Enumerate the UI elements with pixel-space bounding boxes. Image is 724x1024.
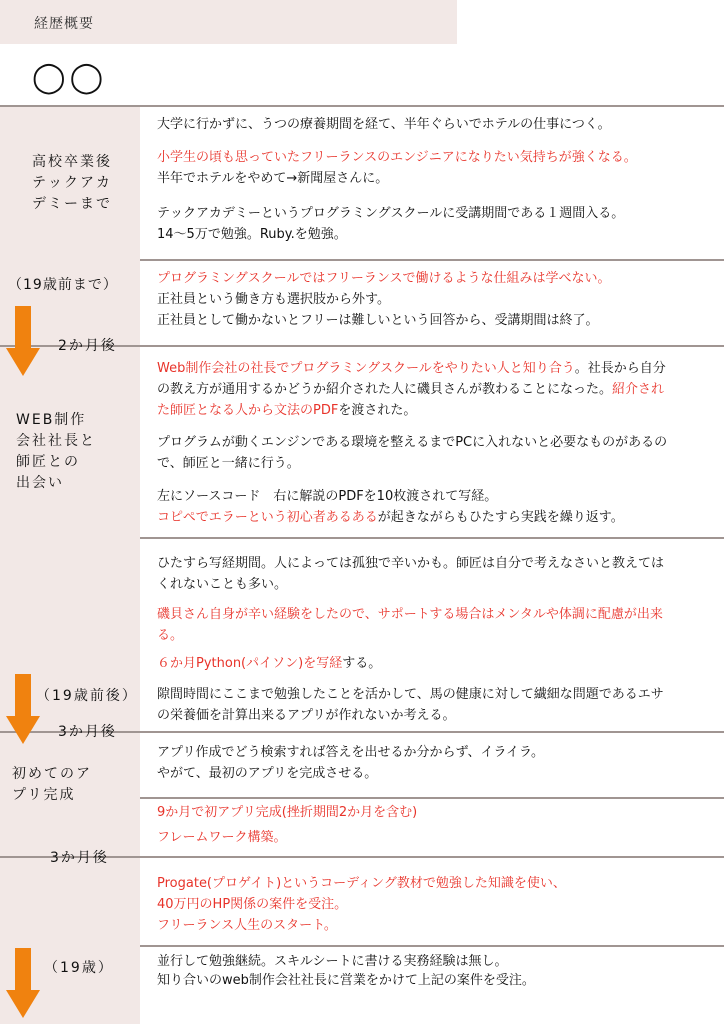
divider (0, 105, 724, 107)
text: する。 (342, 656, 382, 671)
text: 並行して勉強継続。スキルシートに書ける実務経験は無し。 (157, 954, 508, 969)
paragraph (157, 147, 647, 189)
highlight-text: フレームワーク構築。 (157, 830, 287, 845)
down-arrow-icon (6, 674, 40, 744)
paragraph (157, 873, 687, 936)
timeline-sidebar (0, 106, 140, 1024)
paragraph (157, 268, 687, 331)
highlight-text: 磯貝さん自身が辛い経験をしたので、サポートする場合はメンタルや体調に配慮が出来る。 (157, 607, 663, 643)
text: 大学に行かずに、うつの療養期間を経て、半年ぐらいでホテルの仕事につく。 (157, 117, 611, 132)
highlight-text: プログラミングスクールではフリーランスで働けるような仕組みは学べない。 (157, 271, 611, 286)
text: 左にソースコード 右に解説のPDFを10枚渡されて写経。 (157, 489, 498, 504)
paragraph (157, 802, 687, 848)
highlight-text: 小学生の頃も思っていたフリーランスのエンジニアになりたい気持ちが強くなる。 (157, 150, 637, 165)
stage-label-first-app: 初めてのア プリ完成 (12, 766, 92, 803)
age-label: （19歳） (44, 960, 114, 976)
highlight-text: 紹介された師匠となる人から文法のPDF (157, 382, 665, 418)
paragraph (157, 486, 687, 528)
paragraph (157, 432, 672, 474)
paragraph (157, 653, 687, 674)
paragraph (157, 742, 687, 784)
person-name: ◯◯ (32, 60, 108, 95)
text: 隙間時間にここまで勉強したことを活かして、馬の健康に対して繊細な問題であるエサの栄養価を計算出来るアプリが作れないか考える。 (157, 687, 664, 723)
text: ひたすら写経期間。人によっては孤独で辛いかも。師匠は自分で考えなさいと教えてはくれないことも多い。 (157, 556, 665, 592)
paragraph (157, 604, 672, 646)
stage-label-web-company: WEB制作 会社社長と 師匠との 出会い (16, 412, 96, 491)
paragraph (157, 553, 672, 595)
text: 正社員という働き方も選択肢から外す。 (157, 292, 390, 307)
text: やがて、最初のアプリを完成させる。 (157, 766, 378, 781)
divider (140, 537, 724, 539)
highlight-text: コピペでエラーという初心者あるある (157, 510, 378, 525)
divider (140, 259, 724, 261)
stage-label-school: 高校卒業後 テックアカ デミーまで (32, 154, 112, 212)
text: 。社長から自分の教え方が通用するかどうか紹介された人に磯貝さんが教わることになった。 (157, 361, 666, 397)
text: 知り合いのweb制作会社社長に営業をかけて上記の案件を受注。 (157, 973, 535, 988)
page-title: 経歴概要 (34, 16, 94, 32)
divider (140, 797, 724, 799)
down-arrow-icon (6, 948, 40, 1018)
age-label: （19歳前まで） (8, 277, 118, 293)
text: を渡された。 (338, 403, 417, 418)
paragraph (157, 358, 672, 421)
gap-label: 3か月後 (58, 724, 117, 740)
text: 正社員として働かないとフリーは難しいという回答から、受講期間は終了。 (157, 313, 599, 328)
highlight-text: フリーランス人生のスタート。 (157, 918, 337, 933)
gap-label: 2か月後 (58, 338, 117, 354)
divider (140, 945, 724, 947)
highlight-text: 9か月で初アプリ完成(挫折期間2か月を含む) (157, 805, 418, 820)
down-arrow-icon (6, 306, 40, 376)
gap-label: 3か月後 (50, 850, 109, 866)
paragraph (157, 684, 672, 726)
paragraph (157, 114, 687, 135)
text: アプリ作成でどう検索すれば答えを出せるか分からず、イライラ。 (157, 745, 545, 760)
highlight-text: Web制作会社の社長でプログラミングスクールをやりたい人と知り合う (157, 361, 575, 376)
highlight-text: 40万円のHP関係の案件を受注。 (157, 897, 348, 912)
text: テックアカデミーというプログラミングスクールに受講期間である１週間入る。14〜5万で勉強。Ruby.を勉強。 (157, 206, 625, 242)
paragraph (157, 952, 687, 990)
age-label: （19歳前後） (36, 688, 138, 704)
highlight-text: Progate(プロゲイト)というコーディング教材で勉強した知識を使い、 (157, 876, 566, 891)
highlight-text: ６か月Python(パイソン)を写経 (157, 656, 343, 671)
text: プログラムが動くエンジンである環境を整えるまでPCに入れないと必要なものがあるので、師匠と一緒に行う。 (157, 435, 668, 471)
text: が起きながらもひたすら実践を繰り返す。 (377, 510, 624, 525)
paragraph (157, 203, 647, 245)
text: 半年でホテルをやめて→新聞屋さんに。 (157, 171, 389, 186)
